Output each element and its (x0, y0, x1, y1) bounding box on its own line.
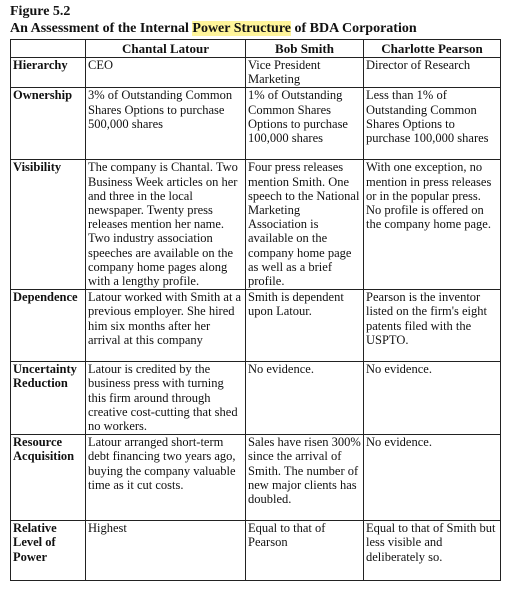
table-cell: No evidence. (246, 362, 364, 435)
table-cell: Equal to that of Pearson (246, 521, 364, 581)
table-row (11, 290, 501, 362)
table-cell: No evidence. (364, 435, 501, 521)
table-cell: Sales have risen 300% since the arrival of Smith. The number of new major clients has doubled. (246, 435, 364, 521)
table-cell: Pearson is the inventor listed on the firm's eight patents filed with the USPTO. (364, 290, 501, 362)
table-cell: Vice President Marketing (246, 58, 364, 88)
header-bob-smith: Bob Smith (246, 40, 364, 58)
figure-title (10, 20, 500, 37)
table-cell: 1% of Outstanding Common Shares Options to purchase 100,000 shares (246, 88, 364, 160)
table-row (11, 58, 501, 88)
table-row (11, 362, 501, 435)
table-cell: Four press releases mention Smith. One speech to the National Marketing Association is available on the company home page as well as a brief profile. (246, 160, 364, 290)
table-cell: Latour is credited by the business press with turning this firm around through creative cost-cutting that shed no workers. (86, 362, 246, 435)
title-highlighted-phrase: Power Structure (192, 21, 292, 36)
title-text-start: An Assessment of the Internal (10, 21, 193, 36)
header-charlotte-pearson: Charlotte Pearson (364, 40, 501, 58)
table-cell: No evidence. (364, 362, 501, 435)
row-label-uncertainty-reduction: Uncertainty Reduction (11, 362, 86, 435)
table-header-row (11, 40, 501, 58)
power-assessment-table (10, 39, 501, 581)
header-chantal-latour: Chantal Latour (86, 40, 246, 58)
table-cell: CEO (86, 58, 246, 88)
table-cell: Latour worked with Smith at a previous employer. She hired him six months after her arrival at this company (86, 290, 246, 362)
figure-label: Figure 5.2 (10, 4, 71, 19)
table-row (11, 160, 501, 290)
table-cell: Highest (86, 521, 246, 581)
header-corner (11, 40, 86, 58)
table-cell: Director of Research (364, 58, 501, 88)
table-cell: Less than 1% of Outstanding Common Shares Options to purchase 100,000 shares (364, 88, 501, 160)
figure (10, 3, 500, 581)
table-cell: The company is Chantal. Two Business Week articles on her and three in the local newspaper. Twenty press releases mention her name. Two industry association speeches are available on the company home pages along with a lengthy profile. (86, 160, 246, 290)
table-row (11, 88, 501, 160)
row-label-visibility: Visibility (11, 160, 86, 290)
table-cell: Equal to that of Smith but less visible and deliberately so. (364, 521, 501, 581)
table-row (11, 435, 501, 521)
table-cell: 3% of Outstanding Common Shares Options to purchase 500,000 shares (86, 88, 246, 160)
row-label-resource-acquisition: Resource Acquisition (11, 435, 86, 521)
row-label-relative-level-of-power: Relative Level of Power (11, 521, 86, 581)
row-label-ownership: Ownership (11, 88, 86, 160)
table-cell: Smith is dependent upon Latour. (246, 290, 364, 362)
title-text-end: of BDA Corporation (291, 21, 417, 36)
table-cell: Latour arranged short-term debt financing two years ago, buying the company valuable time as it cut costs. (86, 435, 246, 521)
table-row (11, 521, 501, 581)
row-label-hierarchy: Hierarchy (11, 58, 86, 88)
row-label-dependence: Dependence (11, 290, 86, 362)
table-cell: With one exception, no mention in press releases or in the popular press. No profile is offered on the company home page. (364, 160, 501, 290)
